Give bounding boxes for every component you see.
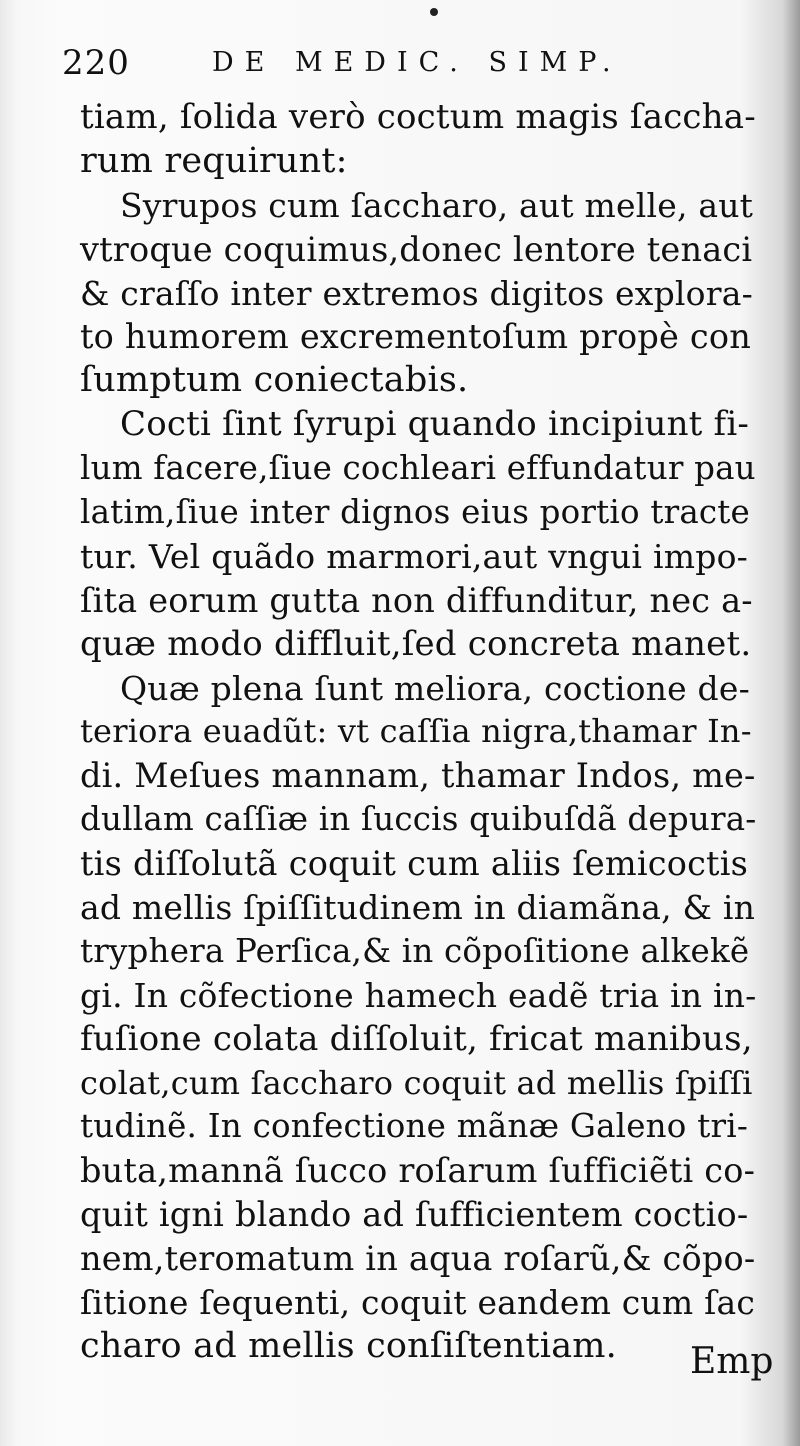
text-line: di. Meſues mannam, thamar Indos, me- — [80, 756, 756, 796]
catchword: Emp — [690, 1341, 774, 1382]
text-line: charo ad mellis conſiſtentiam. — [80, 1325, 617, 1366]
text-line: tudinẽ. In confectione mãnæ Galeno tri- — [80, 1107, 748, 1146]
page-number: 220 — [62, 43, 130, 83]
text-line: & craſſo inter extremos digitos explora- — [80, 273, 753, 313]
text-line: dullam caſſiæ in ſuccis quibuſdã depura- — [80, 800, 757, 839]
text-line: teriora euadũt: vt caſſia nigra,thamar In- — [80, 712, 752, 751]
text-line: latim,ſiue inter dignos eius portio tracte — [80, 493, 750, 532]
text-line: tis diſſolutã coquit cum aliis ſemicoctis — [80, 844, 748, 884]
running-title: DE MEDIC. SIMP. — [212, 47, 622, 78]
text-line: gi. In cõfectione hamech eadẽ tria in in- — [80, 975, 757, 1015]
text-line: buta,mannã ſucco roſarum ſufficiẽti co- — [80, 1151, 756, 1191]
text-line: ſita eorum gutta non diffunditur, nec a- — [80, 580, 753, 620]
text-line: fuſione colata diſſoluit, fricat manibus, — [80, 1018, 753, 1059]
text-line: Cocti ſint ſyrupi quando incipiunt fi- — [120, 404, 750, 445]
running-head — [62, 40, 682, 86]
text-line: nem,teromatum in aqua roſarũ,& cõpo- — [80, 1239, 756, 1279]
text-line: rum requirunt: — [80, 140, 348, 181]
text-line: quit igni blando ad ſufficientem coctio- — [80, 1195, 749, 1235]
text-line: ſumptum coniectabis. — [80, 360, 469, 401]
text-line: ſitione ſequenti, coquit eandem cum ſac — [80, 1283, 756, 1323]
text-line: tiam, ſolida verò coctum magis ſaccha- — [80, 97, 756, 137]
text-line: Syrupos cum ſaccharo, aut melle, aut — [120, 185, 754, 225]
text-line: vtroque coquimus,donec lentore tenaci — [80, 229, 753, 269]
text-line: lum facere,ſiue cochleari effundatur pau — [80, 449, 756, 488]
text-line: colat,cum ſaccharo coquit ad mellis ſpiſſi — [80, 1063, 753, 1102]
text-line: ad mellis ſpiſſitudinem in diamãna, & in — [80, 888, 756, 928]
ink-dot — [430, 8, 438, 16]
text-line: tur. Vel quãdo marmori,aut vngui impo- — [80, 536, 748, 576]
text-line: quæ modo diffluit,ſed concreta manet. — [80, 623, 752, 664]
text-line: Quæ plena ſunt meliora, coctione de- — [120, 668, 750, 708]
text-line: to humorem excrementoſum propè con — [80, 317, 751, 357]
text-line: tryphera Perſica,& in cõpoſitione alkekẽ — [80, 931, 750, 970]
